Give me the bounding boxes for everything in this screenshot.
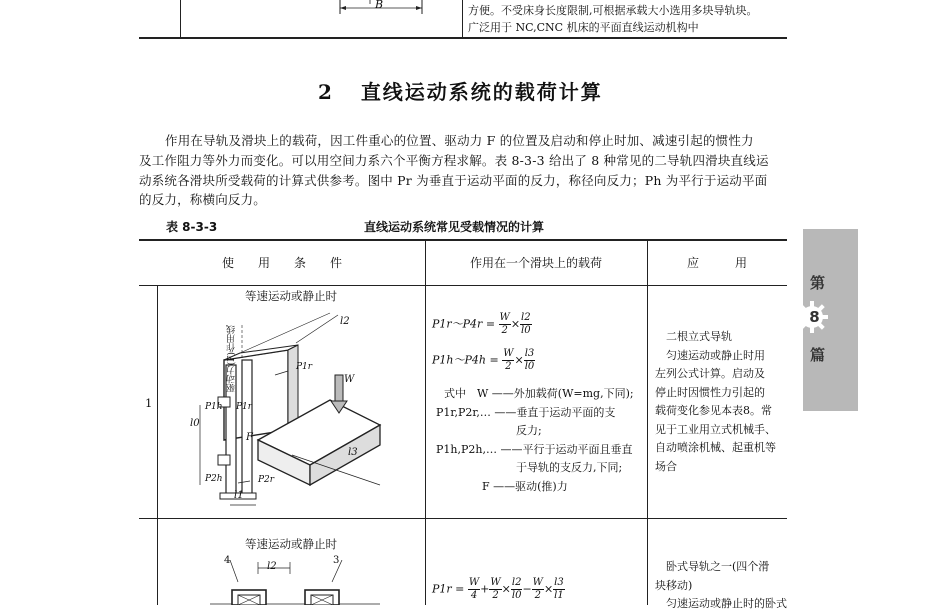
fig1-label-P2h: P2h: [205, 474, 223, 484]
fraction: $\frac{W}{2}$: [532, 577, 543, 601]
application-line: 二根立式导轨: [666, 330, 732, 343]
fraction: $\frac{l3}{l1}$: [554, 577, 564, 601]
application-line: 停止时因惯性力引起的: [655, 385, 765, 399]
row1-formula-radial: P1r～P4r = $\frac{W}{2}$ × $\frac{l2}{l0}$: [432, 312, 531, 336]
section-title: 直线运动系统的载荷计算: [360, 80, 603, 104]
paragraph-line: 动系统各滑块所受载荷的计算式供参考。图中 Pr 为垂直于运动平面的反力，称径向反力；Ph 为平行于运动平面: [139, 172, 768, 188]
side-tab-top-char: 第: [809, 274, 825, 292]
header-application: 应 用: [686, 256, 747, 270]
paragraph-line: 作用在导轨及滑块上的载荷，因工件重心的位置、驱动力 F 的位置及启动和停止时加、减速引起的惯性力: [165, 133, 754, 148]
row1-legend: [436, 385, 644, 496]
side-tab-bottom-char: 篇: [809, 346, 825, 364]
formula-lhs: P1h～P4h =: [432, 353, 499, 367]
prev-table-bottom-rule: [139, 37, 787, 39]
application-line: 场合: [655, 459, 677, 473]
fig1-label-W: W: [344, 374, 355, 385]
application-line: 匀速运动或静止时用: [666, 348, 765, 362]
legend-line: P1h,P2h,… ——平行于运动平面且垂直: [436, 442, 633, 456]
prev-table-text-line2: 广泛用于 NC,CNC 机床的平面直线运动机构中: [468, 21, 699, 34]
fig2-label-l2: l2: [267, 561, 277, 572]
fraction: $\frac{l3}{l0}$: [524, 348, 535, 372]
fig1-label-P1h: P1h: [205, 402, 223, 412]
side-tab-number: 8: [809, 308, 820, 326]
row2-application: [655, 558, 787, 614]
application-line: 左列公式计算。启动及: [655, 367, 765, 380]
fraction: $\frac{W}{2}$: [490, 577, 501, 601]
fraction: $\frac{l2}{l0}$: [521, 312, 531, 336]
table-header-rule: [139, 285, 787, 286]
fig1-label-F: F: [246, 432, 253, 443]
paragraph-line: 的反力，称横向反力。: [139, 192, 267, 208]
fig1-label-l2: l2: [340, 316, 350, 327]
table-index-col-border: [157, 286, 158, 605]
fraction: $\frac{W}{2}$: [503, 348, 514, 372]
paragraph-line: 及工作阻力等外力而变化。可以用空间力系六个平衡方程求解。表 8-3-3 给出了 8 种常见的二导轨四滑块直线运: [139, 152, 769, 168]
intro-paragraph: [139, 131, 799, 210]
prev-table-left-border: [180, 0, 181, 37]
application-line: 自动喷涂机械、起重机等: [655, 441, 776, 454]
fig1-label-P1r: P1r: [236, 402, 253, 412]
fig2-label-3: 3: [333, 555, 340, 566]
fraction: $\frac{l2}{l0}$: [511, 577, 522, 601]
section-heading: [318, 76, 603, 105]
table-top-rule: [139, 239, 787, 241]
prev-table-mid-border: [462, 0, 463, 37]
fig2-label-4: 4: [224, 555, 231, 566]
fig1-label-P1r-top: P1r: [296, 362, 313, 372]
row1-condition: 等速运动或静止时: [245, 289, 337, 303]
fraction: $\frac{W}{2}$: [499, 312, 510, 336]
table-load-col-border: [647, 240, 648, 605]
fig1-label-l3: l3: [348, 447, 358, 458]
fig1-label-P2r: P2r: [258, 475, 275, 485]
application-line: 块移动): [655, 578, 693, 592]
header-conditions: 使 用 条 件: [221, 256, 342, 270]
row1-application: [655, 328, 787, 476]
fig1-drive-line-label: 驱动力(F)作用线: [227, 325, 237, 393]
application-line: 载荷变化参见本表8。常: [655, 404, 772, 417]
formula-lhs: P1r =: [432, 582, 465, 596]
legend-line: 于导轨的支反力,下同;: [516, 461, 623, 474]
row-index: 1: [145, 396, 153, 410]
table-condition-col-border: [425, 240, 426, 605]
application-line: 见于工业用立式机械手、: [655, 422, 776, 436]
prev-table-text-line1: 方便。不受床身长度限制,可根据承载大小选用多块导轨块。: [468, 4, 758, 17]
row2-condition: 等速运动或静止时: [245, 537, 337, 551]
prev-dimension-label: B: [375, 0, 384, 11]
legend-line: P1r,P2r,… ——垂直于运动平面的支: [436, 405, 616, 419]
application-line: 匀速运动或静止时的卧式: [666, 597, 787, 610]
table-caption: 直线运动系统常见受载情况的计算: [364, 220, 545, 234]
legend-line: 式中 W ——外加载荷(W=mg,下同);: [444, 387, 634, 400]
fig1-label-l1: l1: [234, 490, 244, 501]
fig1-label-l0: l0: [190, 418, 200, 429]
fraction: $\frac{W}{4}$: [468, 577, 480, 601]
section-number: 2: [318, 80, 334, 104]
application-line: 卧式导轨之一(四个滑: [666, 560, 770, 573]
table-row-divider: [139, 518, 787, 519]
row2-formula: P1r = $\frac{W}{4}$ + $\frac{W}{2}$ × $\frac{l2}{l0}$ − $\frac{W}{2}$ × $\frac{l3}{l1}$: [432, 577, 564, 601]
table-number: 表 8-3-3: [166, 220, 218, 234]
formula-lhs: P1r～P4r =: [432, 317, 496, 331]
header-load: 作用在一个滑块上的载荷: [469, 256, 602, 270]
legend-line: F ——驱动(推)力: [482, 479, 568, 493]
row1-formula-horizontal: P1h～P4h = $\frac{W}{2}$ × $\frac{l3}{l0}$: [432, 348, 535, 372]
row2-slide-figure: [210, 560, 380, 605]
legend-line: 反力;: [516, 424, 542, 437]
